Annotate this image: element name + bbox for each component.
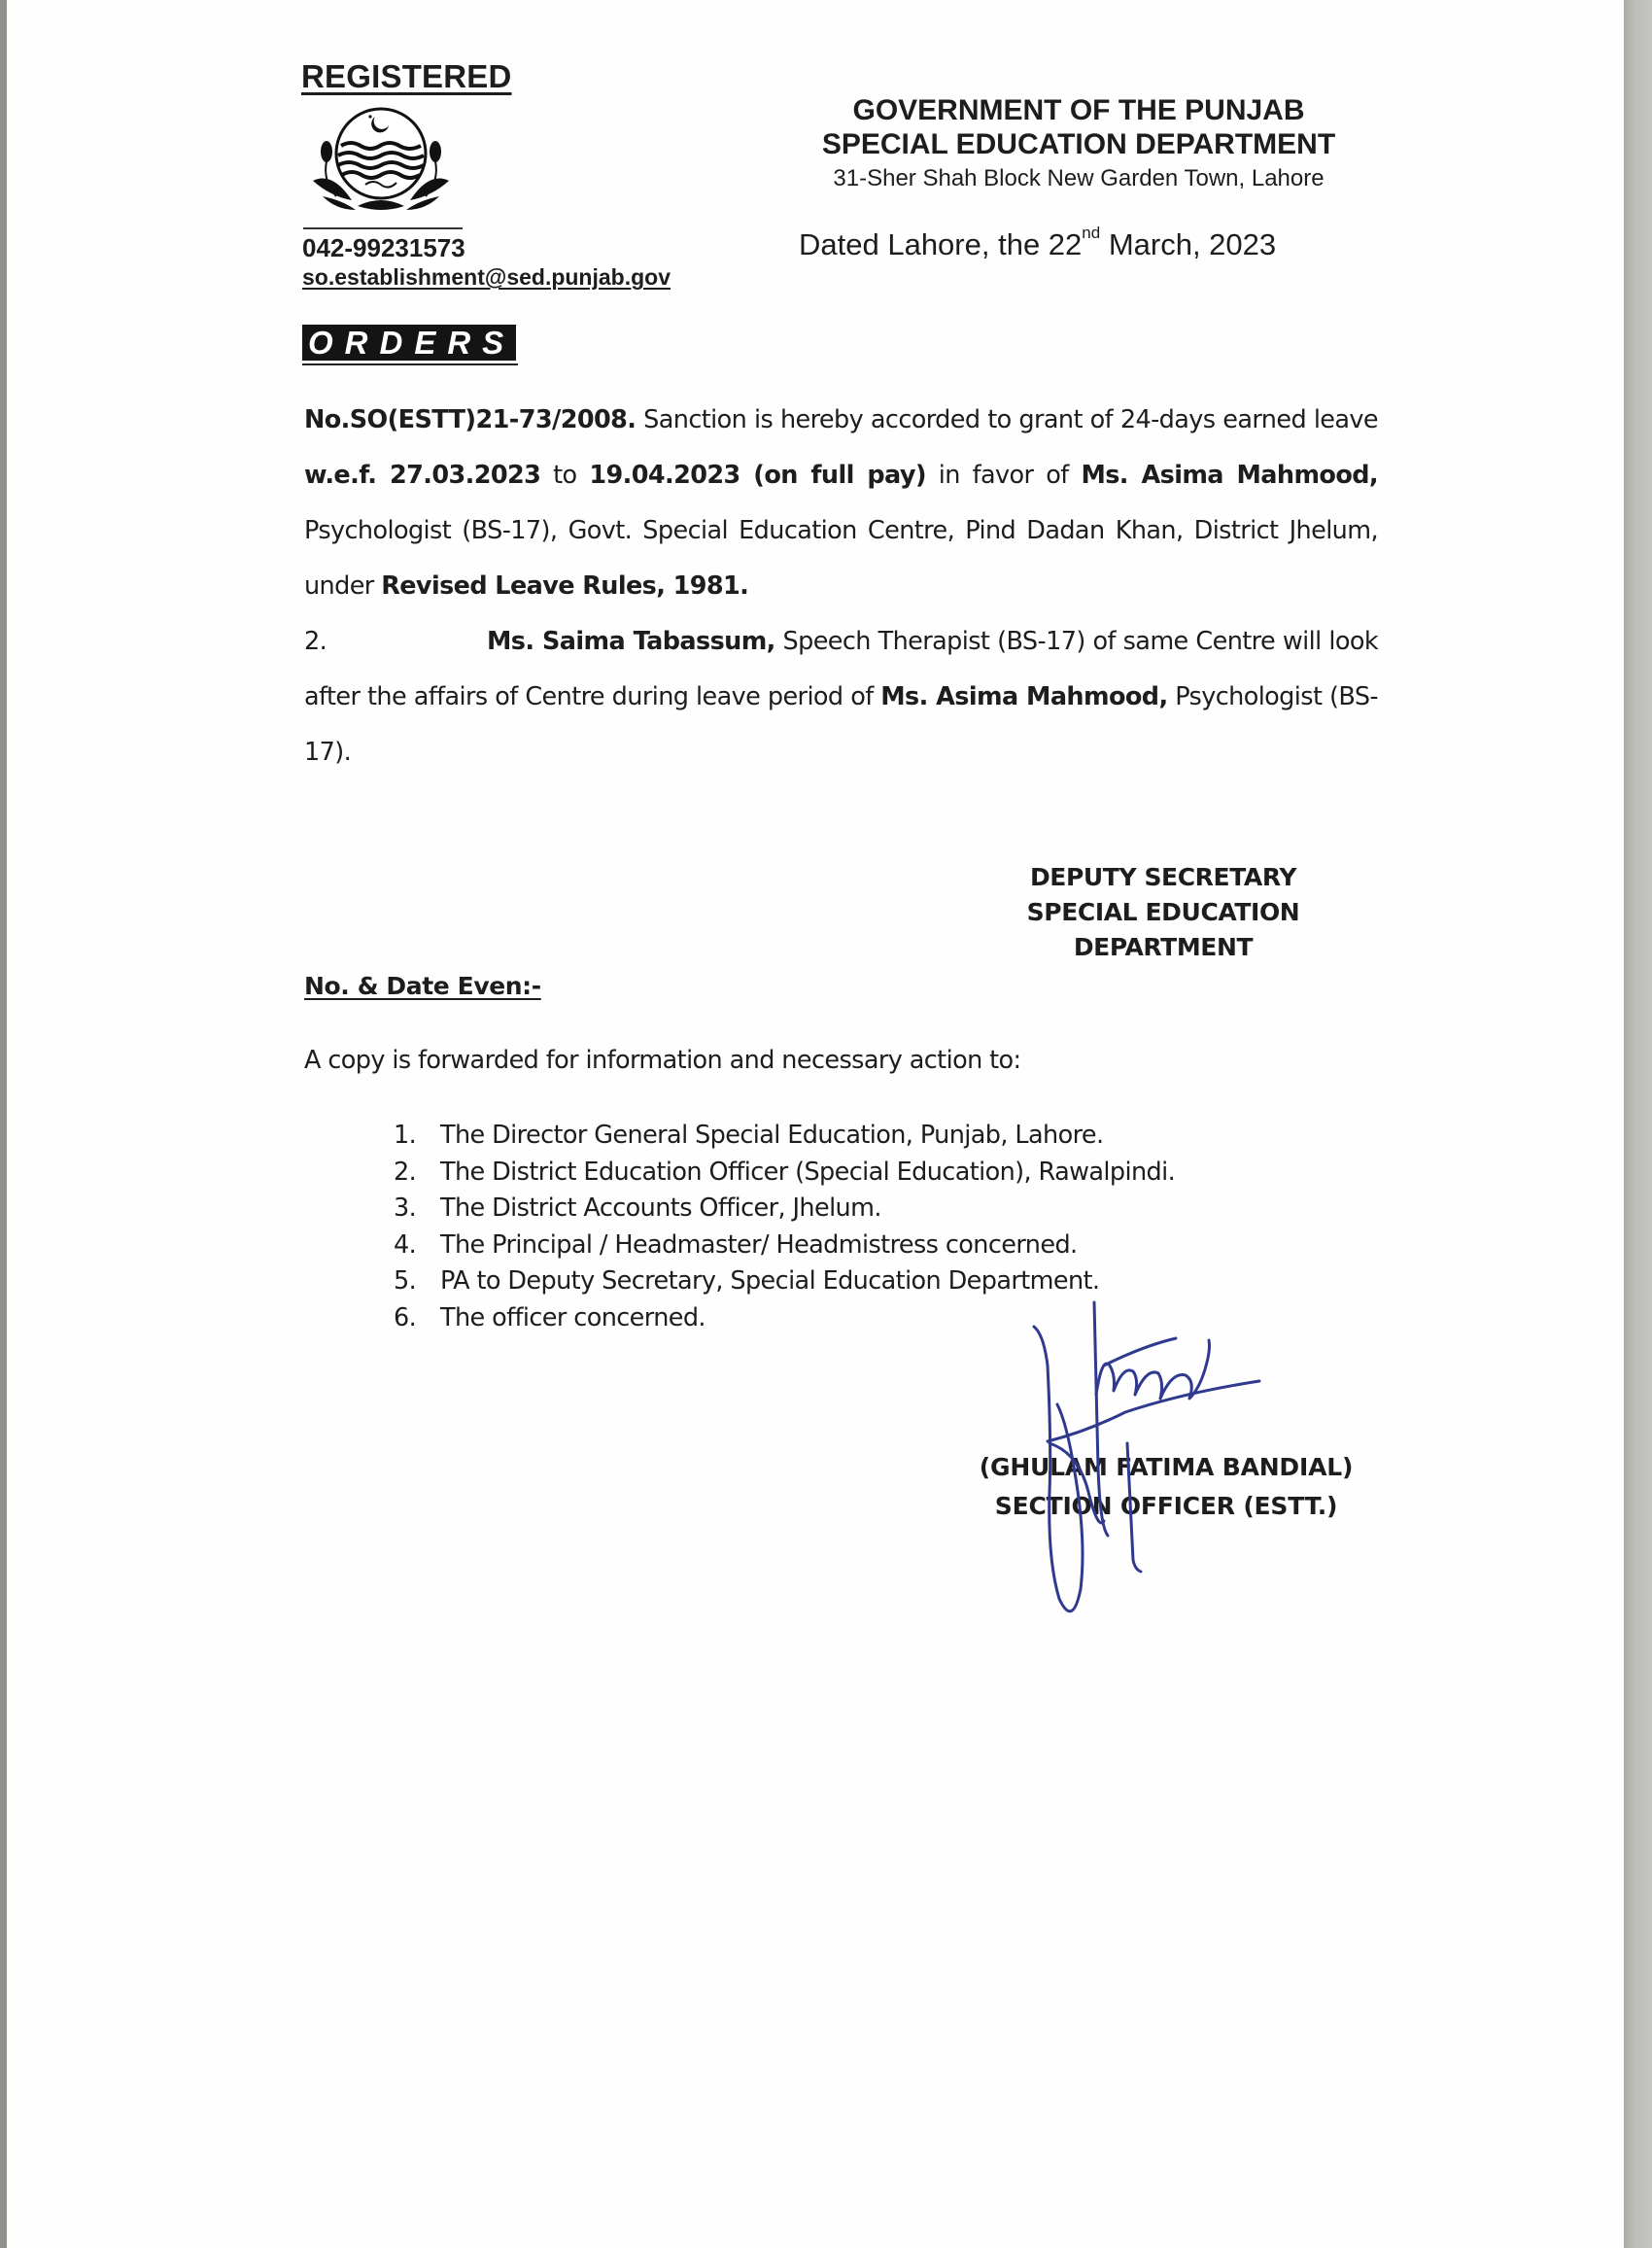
para2-number: 2. — [304, 627, 327, 656]
para1-text-d: Psychologist (BS-17), Govt. Special Education Centre, Pind Dadan Khan, District Jhelum, under — [304, 516, 1378, 601]
phone-number: 042-99231573 — [302, 233, 465, 262]
recipient-number: 1. — [394, 1121, 417, 1150]
dated-suffix: nd — [1082, 224, 1101, 242]
recipient-number: 6. — [394, 1302, 417, 1332]
para2-text-a: Speech Therapist (BS-17) of same Centre will look after the affairs of Centre during leave period of — [304, 627, 1378, 711]
leave-to-date: 19.04.2023 (on full pay) — [589, 461, 926, 490]
signatory-name: (GHULAM FATIMA BANDIAL) — [979, 1453, 1354, 1481]
orders-heading: ORDERS — [302, 325, 516, 361]
recipient-text: The District Accounts Officer, Jhelum. — [440, 1193, 881, 1224]
para1-text-a: Sanction is hereby accorded to grant of 24-days earned leave — [636, 405, 1378, 434]
copy-forwarded-text: A copy is forwarded for information and necessary action to: — [304, 1046, 1021, 1075]
recipient-item — [394, 1228, 1175, 1264]
recipient-item — [394, 1118, 1175, 1155]
deputy-secretary-block — [988, 860, 1338, 965]
email-link[interactable]: so.establishment@sed.punjab.gov — [302, 264, 671, 290]
recipient-number: 5. — [394, 1266, 417, 1297]
leave-from-date: w.e.f. 27.03.2023 — [304, 461, 541, 490]
deputy-secretary-line-3: DEPARTMENT — [1073, 933, 1254, 961]
recipient-number: 2. — [394, 1157, 417, 1187]
substitute-name: Ms. Saima Tabassum, — [487, 627, 775, 656]
dated-prefix: Dated Lahore, the 22 — [799, 227, 1083, 261]
recipient-item — [394, 1263, 1175, 1300]
department-title: SPECIAL EDUCATION DEPARTMENT — [821, 128, 1336, 160]
recipient-item — [394, 1155, 1175, 1192]
no-date-even: No. & Date Even:- — [304, 972, 541, 1000]
department-address: 31-Sher Shah Block New Garden Town, Lahore — [833, 165, 1325, 191]
government-title: GOVERNMENT OF THE PUNJAB — [852, 94, 1305, 126]
recipient-text: The officer concerned. — [440, 1302, 706, 1332]
reference-number: No.SO(ESTT)21-73/2008. — [304, 405, 637, 434]
recipient-text: The Principal / Headmaster/ Headmistress concerned. — [440, 1229, 1078, 1260]
recipient-text: The District Education Officer (Special Education), Rawalpindi. — [440, 1157, 1176, 1187]
punjab-emblem-icon — [309, 103, 453, 218]
recipient-number: 3. — [394, 1193, 417, 1224]
emblem-divider — [303, 227, 463, 229]
registered-label: REGISTERED — [301, 58, 512, 94]
signatory-designation: SECTION OFFICER (ESTT.) — [994, 1492, 1338, 1520]
recipient-text: PA to Deputy Secretary, Special Education Department. — [440, 1266, 1100, 1297]
employee-name-2: Ms. Asima Mahmood, — [880, 682, 1168, 711]
dated-rest: March, 2023 — [1100, 227, 1277, 261]
leave-rules: Revised Leave Rules, 1981. — [381, 571, 749, 601]
recipient-item — [394, 1191, 1175, 1228]
para2-text-b: Psychologist (BS-17). — [304, 682, 1379, 767]
order-paragraph-1 — [304, 393, 1378, 614]
orders-underline — [302, 363, 518, 365]
dated-line — [799, 224, 1277, 262]
para1-text-b: to — [540, 461, 590, 490]
scan-edge-left — [0, 0, 7, 2248]
deputy-secretary-line-1: DEPUTY SECRETARY — [1029, 863, 1297, 891]
deputy-secretary-line-2: SPECIAL EDUCATION — [1026, 898, 1300, 926]
scan-edge-right — [1624, 0, 1652, 2248]
recipient-text: The Director General Special Education, Punjab, Lahore. — [440, 1121, 1104, 1150]
handwritten-signature-icon — [1011, 1297, 1283, 1628]
employee-name: Ms. Asima Mahmood, — [1081, 461, 1378, 490]
recipient-number: 4. — [394, 1229, 417, 1260]
order-paragraph-2 — [304, 614, 1378, 780]
para1-text-c: in favor of — [925, 461, 1082, 490]
